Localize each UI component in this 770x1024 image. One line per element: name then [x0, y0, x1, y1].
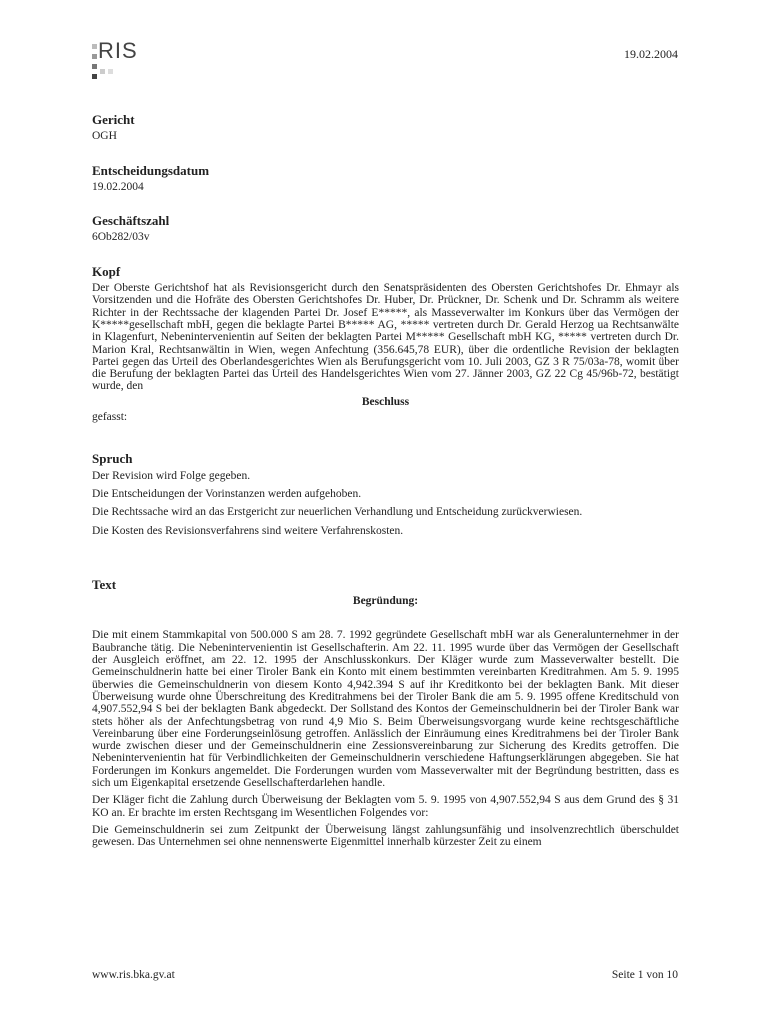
- section-spruch: [92, 453, 679, 536]
- footer-url[interactable]: www.ris.bka.gv.at: [92, 969, 175, 981]
- section-text: [92, 576, 679, 849]
- logo-square: [92, 74, 97, 79]
- begruendung-label: Begründung:: [352, 595, 419, 608]
- spruch-line: Die Entscheidungen der Vorinstanzen werden aufgehoben.: [92, 487, 362, 500]
- section-geschaeftszahl: [92, 215, 679, 244]
- logo-square: [108, 69, 113, 74]
- footer-page-number: Seite 1 von 10: [611, 969, 678, 981]
- logo-square: [92, 64, 97, 69]
- spruch-line: Die Kosten des Revisionsverfahrens sind weitere Verfahrenskosten.: [92, 524, 404, 537]
- beschluss-label: Beschluss: [361, 395, 410, 408]
- section-value: 6Ob282/03v: [92, 231, 150, 244]
- section-heading: Entscheidungsdatum: [92, 162, 210, 178]
- section-heading: Gericht: [92, 112, 135, 127]
- logo-square: [92, 44, 97, 49]
- logo-square: [92, 54, 97, 59]
- spruch-line: Der Revision wird Folge gegeben.: [92, 469, 251, 482]
- kopf-text: Der Oberste Gerichtshof hat als Revisionsgericht durch den Senatspräsidenten des Obersten Gerichtshofes Dr. Ehmayr als Vorsitzenden und die Hofräte des Obersten Gerichtshofes Dr. Huber, Dr. Prückner, Dr. Schenk und Dr. Schramm als weitere Richter in der Rechtssache der klagenden Partei Dr. Josef E*****, als Masseverwalter im Konkurs über das Vermögen der K*****gesellschaft mbH, gegen die beklagte Partei B***** AG, ***** vertreten durch Dr. Gerald Herzog ua Rechtsanwälte in Klagenfurt, Nebenintervenientin auf Seiten der beklagten Partei M***** Gesellschaft mbH KG, ***** vertreten durch Dr. Marion Kral, Rechtsanwältin in Wien, wegen Anfechtung (356.645,78 EUR), über die ordentliche Revision der beklagten Partei gegen das Urteil des Oberlandesgerichtes Wien als Berufungsgericht vom 10. Juli 2003, GZ 3 R 75/03a-78, womit über die Berufung der beklagten Partei das Urteil des Handelsgerichtes Wien vom 27. Jänner 2003, GZ 22 Cg 45/96b-72, bestätigt wurde, den: [92, 282, 679, 393]
- logo-square: [100, 69, 105, 74]
- document-body: [92, 114, 679, 870]
- gefasst-label: gefasst:: [92, 411, 128, 424]
- section-value: OGH: [92, 130, 117, 143]
- section-value: 19.02.2004: [92, 180, 144, 193]
- section-heading: Geschäftszahl: [92, 213, 170, 229]
- section-heading: Kopf: [92, 263, 121, 279]
- text-paragraph: Die mit einem Stammkapital von 500.000 S am 28. 7. 1992 gegründete Gesellschaft mbH war als Generalunternehmer in der Baubranche tätig. Die Nebenintervenientin ist Gesellschafterin. Am 22. 11. 1995 wurde über das Vermögen der Gesellschaft der Ausgleich eröffnet, am 22. 12. 1995 der Anschlusskonkurs. Der Kläger wurde zum Masseverwalter bestellt. Die Gemeinschuldnerin hatte bei einer Tiroler Bank ein Konto mit einem bestimmten vereinbarten Kreditrahmen. Am 5. 9. 1995 überwies die Gemeinschuldnerin von diesem Konto 4,942.394 S auf ihr Kreditkonto bei der beklagten Bank. Mit dieser Überweisung wurde ohne Überschreitung des Kreditrahmens bei der Tiroler Bank die am 5. 9. 1995 offene Kreditschuld von 4,907.552,94 S bei der beklagten Bank abgedeckt. Der Sollstand des Kontos der Gemeinschuldnerin bei der Tiroler Bank war stets höher als der Anfechtungsbetrag von rund 4,9 Mio S. Beim Überweisungsvorgang wurde keine rechtsgeschäftliche Vereinbarung über eine Forderungseinlösung getroffen. Anlässlich der Einräumung eines Kreditrahmens bei der Tiroler Bank wurde zwischen dieser und der Gemeinschuldnerin eine Zessionsvereinbarung zur Sicherung des Kredits getroffen. Die Nebenintervenientin hat für Verbindlichkeiten der Gemeinschuldnerin verschiedene Haftungserklärungen abgegeben. Sie hat Forderungen im Konkurs angemeldet. Die Forderungen wurden vom Masseverwalter mit der Begründung bestritten, dass es sich um Eigenkapital ersetzende Gesellschafterdarlehen handle.: [92, 629, 679, 789]
- section-gericht: [92, 114, 679, 143]
- header-date: 19.02.2004: [624, 47, 678, 61]
- section-entscheidungsdatum: [92, 162, 679, 194]
- logo-text: RIS: [98, 38, 138, 63]
- section-heading: Spruch: [92, 451, 133, 467]
- section-kopf: [92, 263, 679, 424]
- ris-logo: [92, 38, 152, 82]
- text-paragraph: Der Kläger ficht die Zahlung durch Überweisung der Beklagten vom 5. 9. 1995 von 4,907.552,94 S aus dem Grund des § 31 KO an. Er brachte im ersten Rechtsgang im Wesentlichen Folgendes vor:: [92, 794, 679, 819]
- spruch-line: Die Rechtssache wird an das Erstgericht zur neuerlichen Verhandlung und Entscheidung zurückverwiesen.: [92, 506, 583, 519]
- text-paragraph: Die Gemeinschuldnerin sei zum Zeitpunkt der Überweisung längst zahlungsunfähig und insolvenzrechtlich überschuldet gewesen. Das Unternehmen sei ohne nennenswerte Eigenmittel innerhalb kürzester Zeit zu einem: [92, 823, 679, 849]
- section-heading: Text: [92, 576, 117, 592]
